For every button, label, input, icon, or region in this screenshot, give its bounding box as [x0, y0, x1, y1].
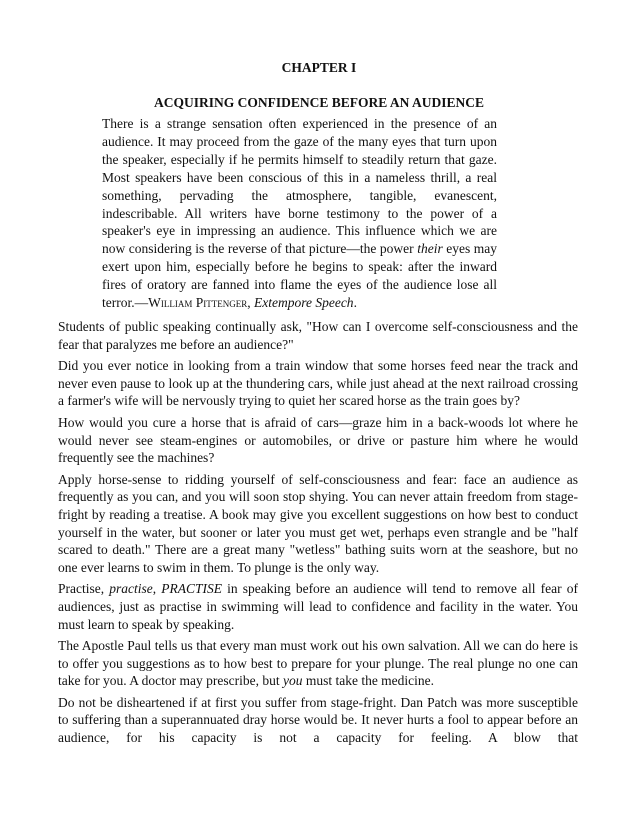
body-text — [58, 318, 578, 751]
chapter-heading: CHAPTER I — [281, 60, 357, 75]
paragraph-text: in speaking before an audience will tend to remove all fear of audiences, just as practise in swimming will lead to confidence and facility in the water. You must learn to speak by speaking. — [58, 581, 578, 632]
paragraph — [58, 637, 578, 690]
emphasis-practise: practise — [109, 581, 153, 597]
paragraph: How would you cure a horse that is afraid of cars—graze him in a back-woods lot where he would never see steam-engines or automobiles, or drive or pasture him where he would frequently see the machines? — [58, 414, 578, 466]
epigraph-text: There is a strange sensation often experienced in the presence of an audience. It may proceed from the gaze of the many eyes that turn upon the speaker, especially if he permits himself to steadily return that gaze. Most speakers have been conscious of this in a nameless thrill, a real something, pervading the atmosphere, tangible, evanescent, indescribable. All writers have borne testimony to the power of a speaker's eye in impressing an audience. This influence which we are now considering is the reverse of that picture—the power — [102, 116, 497, 257]
paragraph-text: , — [152, 581, 162, 597]
chapter-title: ACQUIRING CONFIDENCE BEFORE AN AUDIENCE — [153, 95, 485, 110]
paragraph-text: must take the medicine. — [302, 673, 435, 689]
paragraph: Do not be disheartened if at first you suffer from stage-fright. Dan Patch was more susceptible to suffering than a superannuated dray horse would be. It never hurts a fool to appear before an audience, for his capacity is not a capacity for feeling. A blow that — [58, 694, 578, 746]
epigraph-end: . — [353, 295, 357, 311]
epigraph-source: Extempore Speech — [253, 295, 354, 311]
emphasis-you: you — [282, 673, 303, 689]
emphasis-practise-caps: PRACTISE — [161, 581, 222, 597]
paragraph — [58, 580, 578, 633]
epigraph-emphasis: their — [417, 241, 443, 257]
paragraph-text: Practise, — [58, 581, 110, 597]
epigraph-author: William Pittenger — [148, 295, 248, 311]
paragraph: Apply horse-sense to ridding yourself of self-consciousness and fear: face an audience as frequently as you can, and you will soon stop shying. You can never attain freedom from stage-fright by reading a treatise. A book may give you excellent suggestions on how best to conduct yourself in the water, but sooner or later you must get wet, perhaps even strangle and be "half scared to death." There are a great many "wetless" bathing suits worn at the seashore, but no one ever learns to swim in them. To plunge is the only way. — [58, 471, 578, 575]
paragraph-text: The Apostle Paul tells us that every man must work out his own salvation. All we can do here is to offer you suggestions as to how best to prepare for your plunge. The real plunge no one can take for you. A doctor may prescribe, but — [58, 638, 578, 689]
paragraph: Did you ever notice in looking from a train window that some horses feed near the track and never even pause to look up at the thundering cars, while just ahead at the next railroad crossing a farmer's wife will be nervously trying to quiet her scared horse as the train goes by? — [58, 358, 578, 409]
epigraph-quote — [102, 115, 497, 312]
epigraph-separator: , — [247, 295, 254, 311]
paragraph: Students of public speaking continually ask, "How can I overcome self-consciousness and the fear that paralyzes me before an audience?" — [58, 319, 578, 352]
epigraph-text-continued: eyes may exert upon him, especially before he begins to speak: after the inward fires of oratory are fanned into flame the eyes of the audience lose all terror.— — [102, 241, 497, 311]
